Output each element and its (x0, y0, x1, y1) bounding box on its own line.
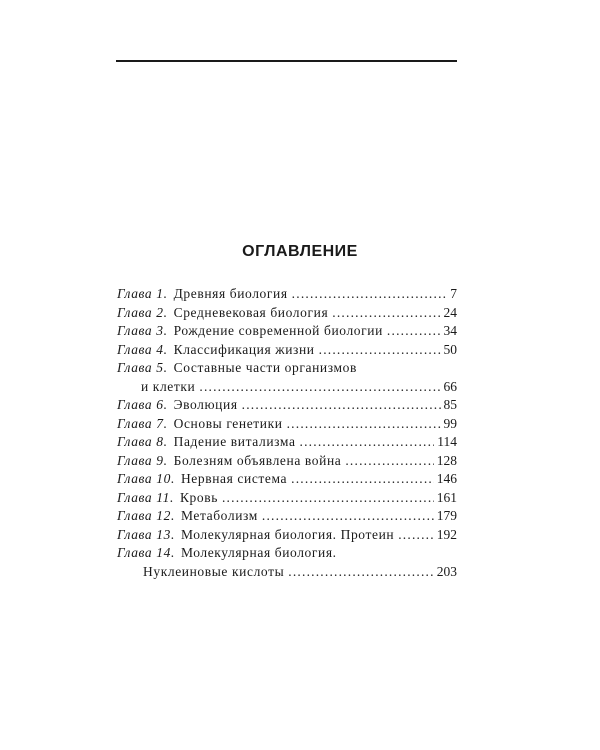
page-number: 128 (436, 452, 457, 468)
toc-entry-6[interactable] (117, 396, 457, 415)
chapter-label: Глава 5. (117, 360, 168, 375)
chapter-title: Древняя биология (173, 286, 288, 301)
chapter-label: Глава 9. (117, 452, 168, 468)
toc-entry-8[interactable] (117, 433, 457, 452)
chapter-title: Средневековая биология (173, 304, 329, 320)
chapter-label: Глава 12. (117, 508, 175, 523)
leader-dots (332, 304, 440, 323)
leader-dots (222, 489, 434, 508)
chapter-title: Основы генетики (173, 415, 283, 431)
table-of-contents (117, 285, 457, 581)
chapter-label: Глава 1. (117, 286, 168, 301)
page-number: 50 (443, 341, 457, 357)
chapter-label: Глава 4. (117, 341, 168, 357)
leader-dots (262, 507, 434, 526)
page-number: 192 (436, 526, 457, 542)
page-number: 66 (443, 378, 457, 394)
leader-dots (398, 526, 434, 545)
leader-dots (387, 322, 441, 341)
chapter-title: Кровь (179, 489, 218, 505)
toc-entry-2[interactable] (117, 304, 457, 323)
chapter-label: Глава 14. (117, 545, 175, 560)
leader-dots (242, 396, 441, 415)
leader-dots (300, 433, 435, 452)
chapter-title-continued: и клетки (141, 378, 196, 394)
page-number: 34 (443, 323, 457, 338)
chapter-title: Составные части организмов (173, 360, 357, 375)
chapter-title: Молекулярная биология. Протеин (180, 526, 395, 542)
chapter-label: Глава 7. (117, 415, 168, 431)
chapter-title: Падение витализма (173, 434, 296, 449)
chapter-label: Глава 3. (117, 323, 168, 338)
chapter-label: Глава 2. (117, 304, 168, 320)
leader-dots (319, 341, 441, 360)
page-number: 161 (436, 489, 457, 505)
toc-entry-7[interactable] (117, 415, 457, 434)
toc-entry-5-continued[interactable] (117, 378, 457, 397)
page-number: 203 (436, 563, 457, 579)
top-rule (116, 60, 457, 62)
chapter-title: Классификация жизни (173, 341, 315, 357)
leader-dots (287, 415, 441, 434)
chapter-label: Глава 11. (117, 489, 174, 505)
toc-entry-3[interactable] (117, 322, 457, 341)
leader-dots (291, 470, 434, 489)
chapter-label: Глава 13. (117, 526, 175, 542)
page-number: 99 (443, 415, 457, 431)
toc-entry-11[interactable] (117, 489, 457, 508)
chapter-label: Глава 10. (117, 471, 175, 486)
page-title: ОГЛАВЛЕНИЕ (242, 243, 358, 260)
toc-entry-1[interactable] (117, 285, 457, 304)
chapter-title: Болезням объявлена война (173, 452, 342, 468)
toc-entry-5[interactable] (117, 359, 457, 378)
page-number: 24 (443, 304, 457, 320)
toc-entry-4[interactable] (117, 341, 457, 360)
page-number: 114 (437, 434, 457, 449)
page-number: 179 (436, 508, 457, 523)
chapter-title: Рождение современной биологии (173, 323, 383, 338)
chapter-title: Метаболизм (180, 508, 258, 523)
page-number: 146 (436, 471, 457, 486)
chapter-title: Нервная система (180, 471, 288, 486)
leader-dots (288, 563, 433, 582)
leader-dots (199, 378, 440, 397)
toc-entry-14[interactable] (117, 544, 457, 563)
toc-entry-13[interactable] (117, 526, 457, 545)
chapter-title: Молекулярная биология. (180, 545, 337, 560)
chapter-label: Глава 6. (117, 397, 168, 412)
toc-entry-14-continued[interactable] (117, 563, 457, 582)
leader-dots (345, 452, 433, 471)
page-number: 85 (443, 397, 457, 412)
chapter-title: Эволюция (173, 397, 238, 412)
toc-entry-9[interactable] (117, 452, 457, 471)
toc-entry-10[interactable] (117, 470, 457, 489)
toc-entry-12[interactable] (117, 507, 457, 526)
chapter-label: Глава 8. (117, 434, 168, 449)
leader-dots (292, 285, 448, 304)
page-number: 7 (450, 286, 457, 301)
chapter-title-continued: Нуклеиновые кислоты (143, 563, 285, 579)
